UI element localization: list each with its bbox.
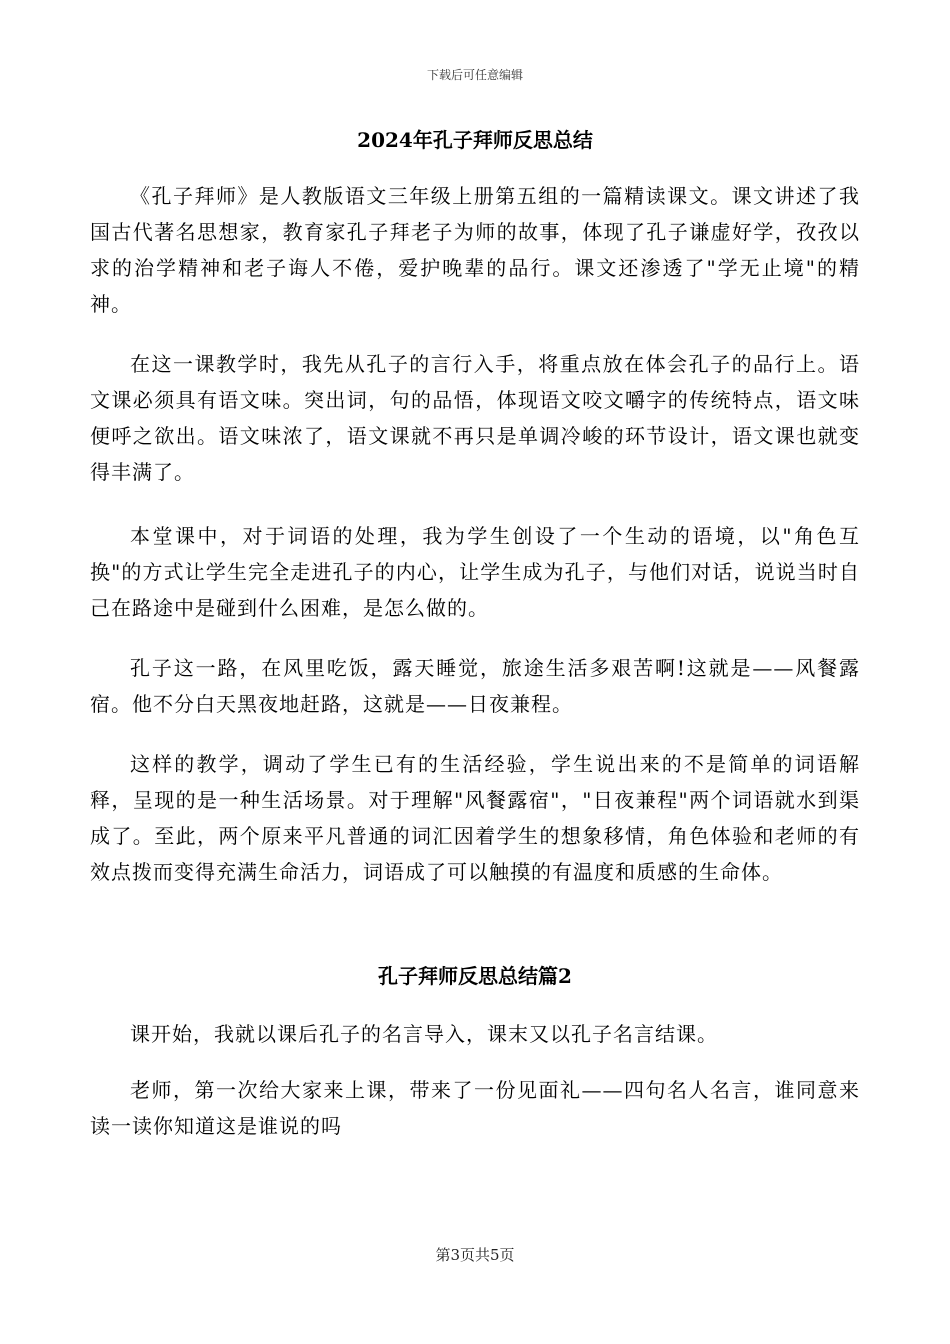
paragraph-4: 孔子这一路，在风里吃饭，露天睡觉，旅途生活多艰苦啊!这就是——风餐露宿。他不分白天黑夜地赶路，这就是——日夜兼程。 (90, 656, 860, 716)
paragraph-2: 在这一课教学时，我先从孔子的言行入手，将重点放在体会孔子的品行上。语文课必须具有语文味。突出词，句的品悟，体现语文咬文嚼字的传统特点，语文味便呼之欲出。语文味浓了，语文课就不再只是单调冷峻的环节设计，语文课也就变得丰满了。 (90, 352, 860, 484)
section2-paragraph-2: 老师，第一次给大家来上课，带来了一份见面礼——四句名人名言，谁同意来读一读你知道这是谁说的吗 (90, 1078, 860, 1138)
document-title: 2024年孔子拜师反思总结 (357, 128, 593, 152)
section-heading-2: 孔子拜师反思总结篇2 (378, 964, 572, 988)
header-note: 下载后可任意编辑 (426, 68, 523, 82)
paragraph-3: 本堂课中，对于词语的处理，我为学生创设了一个生动的语境，以"角色互换"的方式让学生完全走进孔子的内心，让学生成为孔子，与他们对话，说说当时自己在路途中是碰到什么困难，是怎么做的。 (90, 524, 860, 620)
paragraph-1: 《孔子拜师》是人教版语文三年级上册第五组的一篇精读课文。课文讲述了我国古代著名思想家，教育家孔子拜老子为师的故事，体现了孔子谦虚好学，孜孜以求的治学精神和老子诲人不倦，爱护晚辈的品行。课文还渗透了"学无止境"的精神。 (90, 184, 860, 316)
paragraph-5: 这样的教学，调动了学生已有的生活经验，学生说出来的不是简单的词语解释，呈现的是一种生活场景。对于理解"风餐露宿"，"日夜兼程"两个词语就水到渠成了。至此，两个原来平凡普通的词汇因着学生的想象移情，角色体验和老师的有效点拨而变得充满生命活力，词语成了可以触摸的有温度和质感的生命体。 (90, 752, 860, 884)
page-footer: 第3页共5页 (435, 1246, 515, 1264)
section2-paragraph-1: 课开始，我就以课后孔子的名言导入，课末又以孔子名言结课。 (130, 1022, 718, 1046)
